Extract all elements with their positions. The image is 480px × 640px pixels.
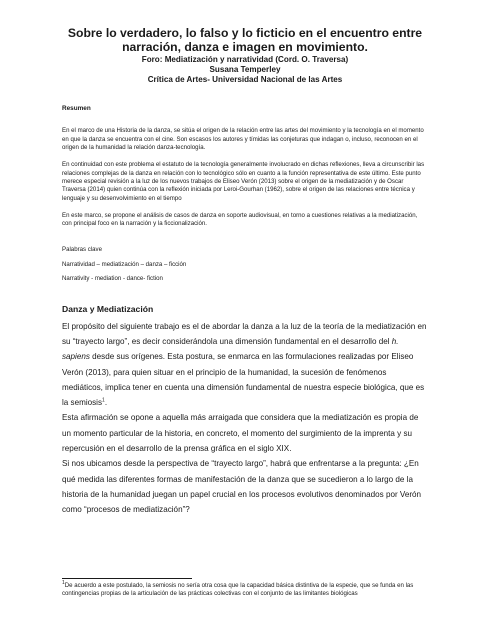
abstract-heading: Resumen: [62, 105, 91, 112]
body-paragraph-1-end: .: [104, 398, 108, 408]
body-paragraph-3: Si nos ubicamos desde la perspectiva de “trayecto largo”, habrá que enfrentarse a la pregunta: ¿En qué medida las diferentes formas de manifestación de la danza que se sucedieron a lo largo de la historia de la humanidad juegan un papel crucial en los procesos evolutivos denominados por Verón como “procesos de mediatización”?: [62, 459, 422, 515]
body-paragraph-1-start: El propósito del siguiente trabajo es el de abordar la danza a la luz de la teoría de la mediatización en su “trayecto largo”, es decir considerándola una dimensión fundamental en el desarrollo del: [62, 321, 427, 346]
italic-species-term: h. sapiens: [62, 336, 399, 362]
footnote: [62, 579, 428, 598]
body-paragraph-1-middle: desde sus orígenes. Esta postura, se enmarca en las formulaciones realizadas por Eliseo Verón (2013), para quien situar en el principio de la humanidad, la sucesión de fenómenos mediáticos, implica tener en cuenta una dimensión fundamental de nuestra especie biológica, que es la semiosis: [62, 352, 425, 408]
footnote-text: De acuerdo a este postulado, la semiosis no sería otra cosa que la capacidad básica distintiva de la especie, que se funda en las contingencias propias de la articulación de las prácticas colectivas con el conjunto de las limitantes biológicas: [62, 582, 414, 598]
footnote-reference[interactable]: 1: [102, 397, 105, 404]
keywords-label: Palabras clave: [62, 246, 102, 254]
section-heading: Danza y Mediatización: [62, 303, 154, 314]
forum-line: Foro: Mediatización y narratividad (Cord. O. Traversa): [141, 55, 349, 64]
abstract-paragraph-1: En el marco de una Historia de la danza, se sitúa el origen de la relación entre las artes del movimiento y la tecnología en el momento en que la danza se encuentra con el cine. Son escasos los autores y tímidas las conjeturas que indagan o, incluso, reconocen en el origen de la humanidad la relación danza-tecnología.: [62, 127, 424, 152]
body-section: [62, 304, 428, 518]
title-line-2: narración, danza e imagen en movimiento.: [122, 40, 368, 54]
abstract-paragraph-3: En este marco, se propone el análisis de casos de danza en soporte audiovisual, en torno a cuestiones relativas a la mediatización, con principal foco en la narración y la ficcionalización.: [62, 211, 418, 228]
footnote-number: 1: [62, 579, 65, 586]
body-paragraph-1: [62, 319, 428, 411]
footnote-divider: [62, 578, 192, 579]
document-header: [62, 0, 428, 85]
body-paragraph-2: Esta afirmación se opone a aquella más arraigada que considera que la mediatización es propia de un momento particular de la historia, en concreto, el momento del surgimiento de la imprenta y su repercusión en el desarrollo de la prensa gráfica en el siglo XIX.: [62, 413, 419, 454]
author-name: Susana Temperley: [209, 65, 281, 74]
abstract-paragraph-2: En continuidad con este problema el estatuto de la tecnología generalmente involucrado en dichas reflexiones, lleva a circunscribir las relaciones complejas de la danza en relación con lo tecnológico sólo en cuanto a la función representativa de este último. Este punto merece especial revisión a la luz de los nuevos trabajos de Eliseo Verón (2013) sobre el origen de la mediatización y de Oscar Traversa (2014) quien continúa con la reflexión iniciada por Leroi-Gourhan (1962), sobre el origen de las relaciones entre técnica y lenguaje y su desenvolvimiento en el tiempo: [62, 161, 425, 202]
keywords-english: Narrativity - mediation - dance- fiction: [62, 275, 163, 283]
title-line-1: Sobre lo verdadero, lo falso y lo ficticio en el encuentro entre: [67, 26, 423, 40]
abstract-section: [62, 105, 428, 284]
keywords-spanish: Narratividad – mediatización – danza – ficción: [62, 260, 187, 268]
affiliation-line: Crítica de Artes- Universidad Nacional de las Artes: [147, 75, 343, 84]
